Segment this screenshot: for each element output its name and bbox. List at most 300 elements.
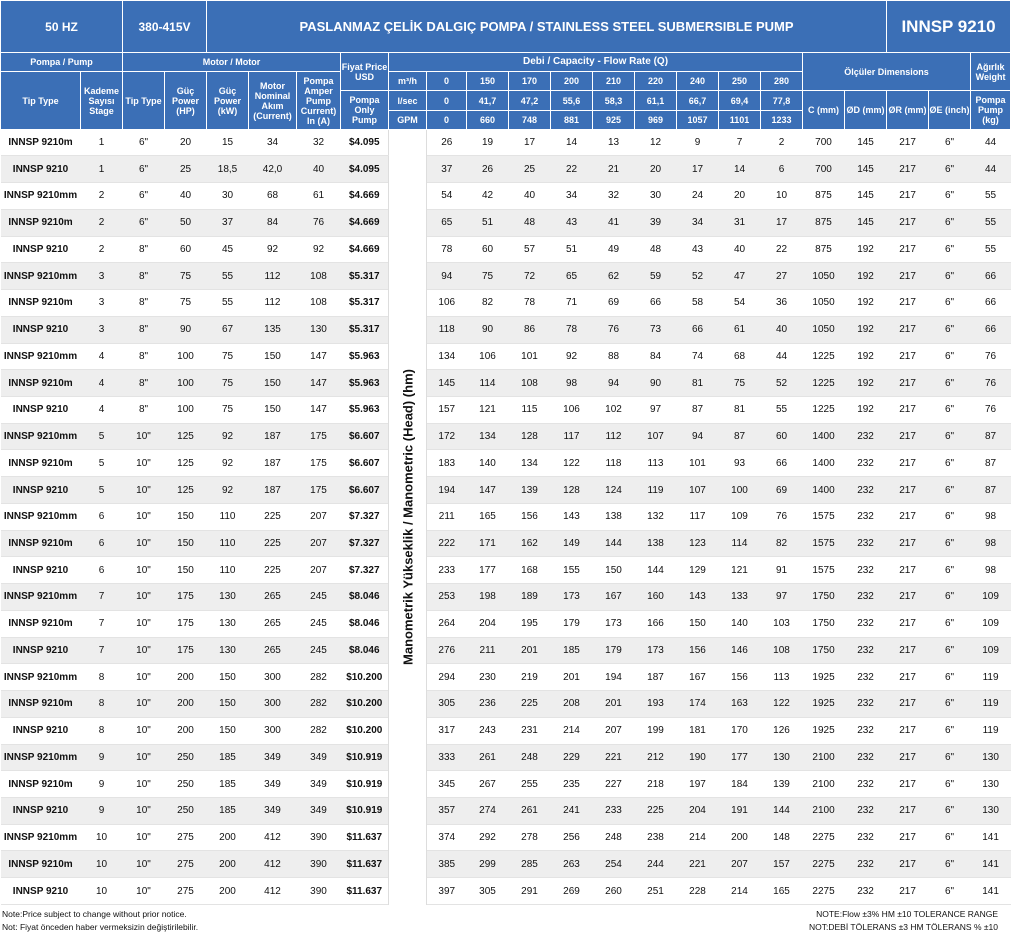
power-hp-cell: 125 [165, 450, 207, 477]
dim-e-cell: 6" [929, 744, 971, 771]
head-cell: 274 [467, 798, 509, 825]
weight-cell: 109 [971, 584, 1011, 611]
dim-d-cell: 192 [845, 263, 887, 290]
flow-m3h-cell: 170 [509, 72, 551, 91]
weight-cell: 44 [971, 129, 1011, 156]
head-cell: 201 [593, 691, 635, 718]
motor-type-cell: 8" [123, 396, 165, 423]
pump-type-cell: INNSP 9210 [1, 236, 81, 263]
table-row [1, 610, 1011, 637]
head-cell: 87 [677, 396, 719, 423]
power-kw-cell: 130 [207, 610, 249, 637]
dim-r-cell: 217 [887, 396, 929, 423]
weight-cell: 76 [971, 343, 1011, 370]
power-hp-cell: 20 [165, 129, 207, 156]
price-cell: $5.317 [341, 316, 389, 343]
pump-type-cell: INNSP 9210m [1, 530, 81, 557]
head-cell: 317 [427, 717, 467, 744]
dim-d-cell: 232 [845, 637, 887, 664]
head-cell: 112 [593, 423, 635, 450]
head-cell: 221 [593, 744, 635, 771]
head-cell: 65 [427, 209, 467, 236]
price-cell: $8.046 [341, 610, 389, 637]
motor-type-cell: 10" [123, 423, 165, 450]
flow-gpm-cell: 660 [467, 110, 509, 129]
power-kw-cell: 37 [207, 209, 249, 236]
dim-c-cell: 1925 [803, 664, 845, 691]
dim-r-cell: 217 [887, 423, 929, 450]
head-cell: 39 [635, 209, 677, 236]
price-cell: $4.095 [341, 156, 389, 183]
head-cell: 345 [427, 771, 467, 798]
head-cell: 91 [761, 557, 803, 584]
head-cell: 31 [719, 209, 761, 236]
table-row [1, 503, 1011, 530]
head-cell: 84 [635, 343, 677, 370]
motor-type-cell: 10" [123, 744, 165, 771]
head-cell: 52 [677, 263, 719, 290]
head-cell: 190 [677, 744, 719, 771]
price-cell: $10.200 [341, 717, 389, 744]
dimensions-group-header: Ölçüler Dimensions [803, 53, 971, 91]
power-kw-cell: 185 [207, 771, 249, 798]
price-cell: $8.046 [341, 584, 389, 611]
dim-r-cell: 217 [887, 343, 929, 370]
table-row [1, 423, 1011, 450]
tolerance-note-tr: NOT:DEBİ TÖLERANS ±3 HM TÖLERANS % ±10 [809, 922, 998, 932]
head-cell: 170 [719, 717, 761, 744]
dim-r-cell: 217 [887, 878, 929, 905]
motor-current-cell: 412 [249, 824, 297, 851]
head-cell: 167 [677, 664, 719, 691]
head-cell: 62 [593, 263, 635, 290]
head-cell: 58 [677, 290, 719, 317]
tolerance-note-en: NOTE:Flow ±3% HM ±10 TOLERANCE RANGE [816, 909, 998, 919]
weight-cell: 66 [971, 263, 1011, 290]
head-cell: 132 [635, 503, 677, 530]
head-cell: 34 [551, 183, 593, 210]
frequency-label: 50 HZ [1, 1, 123, 53]
head-cell: 255 [509, 771, 551, 798]
head-cell: 94 [593, 370, 635, 397]
dim-e-cell: 6" [929, 610, 971, 637]
head-cell: 207 [593, 717, 635, 744]
head-cell: 235 [551, 771, 593, 798]
power-kw-cell: 110 [207, 557, 249, 584]
flow-m3h-cell: 200 [551, 72, 593, 91]
motor-current-cell: 112 [249, 290, 297, 317]
head-cell: 253 [427, 584, 467, 611]
pump-current-cell: 92 [297, 236, 341, 263]
head-cell: 60 [761, 423, 803, 450]
dim-d-cell: 232 [845, 503, 887, 530]
power-kw-cell: 75 [207, 343, 249, 370]
weight-cell: 55 [971, 209, 1011, 236]
head-cell: 184 [719, 771, 761, 798]
head-cell: 101 [677, 450, 719, 477]
dim-c-cell: 1050 [803, 263, 845, 290]
dim-d-cell: 232 [845, 584, 887, 611]
head-cell: 13 [593, 129, 635, 156]
head-cell: 181 [677, 717, 719, 744]
dim-r-cell: 217 [887, 316, 929, 343]
tip-header: Tip Type [1, 72, 81, 129]
power-hp-cell: 125 [165, 477, 207, 504]
head-cell: 59 [635, 263, 677, 290]
stage-cell: 10 [81, 878, 123, 905]
dim-d-cell: 232 [845, 450, 887, 477]
head-cell: 81 [719, 396, 761, 423]
head-cell: 173 [593, 610, 635, 637]
price-cell: $10.919 [341, 771, 389, 798]
power-hp-cell: 250 [165, 771, 207, 798]
head-cell: 90 [635, 370, 677, 397]
head-cell: 32 [593, 183, 635, 210]
pump-current-cell: 147 [297, 343, 341, 370]
price-cell: $10.200 [341, 664, 389, 691]
pump-type-cell: INNSP 9210 [1, 637, 81, 664]
pump-current-cell: 130 [297, 316, 341, 343]
dim-r-cell: 217 [887, 503, 929, 530]
head-cell: 121 [719, 557, 761, 584]
pump-type-cell: INNSP 9210 [1, 717, 81, 744]
head-cell: 113 [635, 450, 677, 477]
head-cell: 119 [635, 477, 677, 504]
pump-type-cell: INNSP 9210m [1, 370, 81, 397]
weight-cell: 66 [971, 316, 1011, 343]
table-row [1, 717, 1011, 744]
page-title: PASLANMAZ ÇELİK DALGIÇ POMPA / STAINLESS STEEL SUBMERSIBLE PUMP [207, 1, 887, 53]
stage-cell: 4 [81, 396, 123, 423]
table-row [1, 129, 1011, 156]
head-cell: 40 [509, 183, 551, 210]
price-cell: $10.200 [341, 691, 389, 718]
head-cell: 189 [509, 584, 551, 611]
head-cell: 233 [593, 798, 635, 825]
head-cell: 292 [467, 824, 509, 851]
power-kw-cell: 15 [207, 129, 249, 156]
dim-c-cell: 2275 [803, 851, 845, 878]
weight-cell: 130 [971, 771, 1011, 798]
head-cell: 261 [509, 798, 551, 825]
price-cell: $7.327 [341, 503, 389, 530]
dim-c-cell: 2275 [803, 878, 845, 905]
head-cell: 207 [719, 851, 761, 878]
head-axis-label [389, 129, 427, 904]
dim-r-cell: 217 [887, 610, 929, 637]
head-cell: 144 [635, 557, 677, 584]
head-cell: 225 [635, 798, 677, 825]
pump-current-cell: 175 [297, 450, 341, 477]
head-cell: 208 [551, 691, 593, 718]
power-kw-cell: 92 [207, 423, 249, 450]
table-row [1, 637, 1011, 664]
head-cell: 139 [509, 477, 551, 504]
stage-cell: 6 [81, 503, 123, 530]
power-kw-cell: 30 [207, 183, 249, 210]
dim-c-cell: 2100 [803, 771, 845, 798]
stage-cell: 10 [81, 851, 123, 878]
power-hp-cell: 60 [165, 236, 207, 263]
motor-current-cell: 349 [249, 771, 297, 798]
head-cell: 86 [509, 316, 551, 343]
head-cell: 291 [509, 878, 551, 905]
pump-type-cell: INNSP 9210mm [1, 503, 81, 530]
motor-current-cell: 225 [249, 503, 297, 530]
head-cell: 285 [509, 851, 551, 878]
stage-cell: 7 [81, 637, 123, 664]
power-hp-cell: 150 [165, 557, 207, 584]
motor-current-cell: 187 [249, 477, 297, 504]
head-cell: 264 [427, 610, 467, 637]
head-cell: 195 [509, 610, 551, 637]
motor-group-header: Motor / Motor [123, 53, 341, 72]
motor-current-cell: 225 [249, 530, 297, 557]
head-cell: 68 [719, 343, 761, 370]
head-cell: 214 [551, 717, 593, 744]
head-cell: 357 [427, 798, 467, 825]
price-header: Fiyat Price USD [341, 53, 389, 91]
flow-lsec-cell: 77,8 [761, 91, 803, 110]
head-cell: 155 [551, 557, 593, 584]
head-cell: 145 [427, 370, 467, 397]
dim-e-cell: 6" [929, 664, 971, 691]
pump-current-cell: 349 [297, 771, 341, 798]
head-cell: 385 [427, 851, 467, 878]
dim-e-cell: 6" [929, 316, 971, 343]
motor-type-cell: 6" [123, 156, 165, 183]
head-cell: 333 [427, 744, 467, 771]
price-cell: $4.669 [341, 236, 389, 263]
head-cell: 117 [677, 503, 719, 530]
price-cell: $10.919 [341, 798, 389, 825]
weight-cell: 55 [971, 236, 1011, 263]
dim-c-cell: 700 [803, 156, 845, 183]
motor-type-header: Tip Type [123, 72, 165, 129]
dim-c-cell: 2275 [803, 824, 845, 851]
pump-current-cell: 207 [297, 503, 341, 530]
head-cell: 212 [635, 744, 677, 771]
head-cell: 238 [635, 824, 677, 851]
price-cell: $6.607 [341, 423, 389, 450]
table-row [1, 450, 1011, 477]
price-cell: $5.963 [341, 396, 389, 423]
head-cell: 82 [467, 290, 509, 317]
motor-type-cell: 10" [123, 798, 165, 825]
dim-e-cell: 6" [929, 183, 971, 210]
pump-type-cell: INNSP 9210m [1, 450, 81, 477]
flow-m3h-cell: 210 [593, 72, 635, 91]
head-cell: 42 [467, 183, 509, 210]
power-hp-cell: 200 [165, 717, 207, 744]
dim-c-cell: 1750 [803, 610, 845, 637]
head-cell: 40 [719, 236, 761, 263]
head-cell: 108 [509, 370, 551, 397]
head-cell: 78 [509, 290, 551, 317]
motor-current-cell: 225 [249, 557, 297, 584]
pump-current-cell: 349 [297, 798, 341, 825]
dim-c-cell: 875 [803, 236, 845, 263]
head-cell: 37 [427, 156, 467, 183]
stage-cell: 2 [81, 236, 123, 263]
dim-e-cell: 6" [929, 477, 971, 504]
power-hp-cell: 100 [165, 396, 207, 423]
power-hp-cell: 275 [165, 824, 207, 851]
power-hp-cell: 275 [165, 878, 207, 905]
head-cell: 69 [761, 477, 803, 504]
head-cell: 14 [551, 129, 593, 156]
price-cell: $4.095 [341, 129, 389, 156]
flow-m3h-cell: 220 [635, 72, 677, 91]
head-cell: 113 [761, 664, 803, 691]
dim-c-cell: 1400 [803, 477, 845, 504]
motor-current-cell: 349 [249, 744, 297, 771]
head-cell: 75 [467, 263, 509, 290]
head-cell: 27 [761, 263, 803, 290]
flow-gpm-cell: 1233 [761, 110, 803, 129]
motor-type-cell: 10" [123, 878, 165, 905]
flow-gpm-cell: 969 [635, 110, 677, 129]
head-cell: 138 [635, 530, 677, 557]
dim-e-cell: 6" [929, 236, 971, 263]
weight-cell: 119 [971, 691, 1011, 718]
head-cell: 231 [509, 717, 551, 744]
head-cell: 102 [593, 396, 635, 423]
head-cell: 134 [427, 343, 467, 370]
stage-cell: 6 [81, 557, 123, 584]
dim-d-cell: 232 [845, 530, 887, 557]
head-cell: 108 [761, 637, 803, 664]
table-row [1, 584, 1011, 611]
head-cell: 130 [761, 744, 803, 771]
dim-r-cell: 217 [887, 209, 929, 236]
head-cell: 24 [677, 183, 719, 210]
head-cell: 66 [761, 450, 803, 477]
motor-type-cell: 10" [123, 691, 165, 718]
head-axis-label-text: Manometrik Yükseklik / Manometric (Head) (hm) [400, 369, 416, 666]
stage-cell: 1 [81, 156, 123, 183]
head-cell: 177 [719, 744, 761, 771]
stage-cell: 3 [81, 316, 123, 343]
dim-d-cell: 232 [845, 557, 887, 584]
head-cell: 211 [427, 503, 467, 530]
head-cell: 138 [593, 503, 635, 530]
table-row [1, 156, 1011, 183]
head-cell: 204 [467, 610, 509, 637]
head-cell: 261 [467, 744, 509, 771]
head-cell: 144 [593, 530, 635, 557]
power-hp-cell: 75 [165, 290, 207, 317]
head-cell: 233 [427, 557, 467, 584]
dim-e-cell: 6" [929, 798, 971, 825]
stage-cell: 8 [81, 717, 123, 744]
motor-type-cell: 8" [123, 343, 165, 370]
pump-type-cell: INNSP 9210m [1, 129, 81, 156]
head-cell: 166 [635, 610, 677, 637]
motor-type-cell: 10" [123, 530, 165, 557]
head-cell: 65 [551, 263, 593, 290]
head-cell: 103 [761, 610, 803, 637]
dim-e-cell: 6" [929, 824, 971, 851]
title-bar [1, 1, 1011, 53]
head-cell: 168 [509, 557, 551, 584]
head-cell: 48 [509, 209, 551, 236]
dim-r-cell: 217 [887, 744, 929, 771]
head-cell: 30 [635, 183, 677, 210]
head-cell: 44 [761, 343, 803, 370]
dim-c-cell: 1750 [803, 584, 845, 611]
head-cell: 14 [719, 156, 761, 183]
dim-c-cell: 700 [803, 129, 845, 156]
power-hp-cell: 200 [165, 691, 207, 718]
stage-cell: 2 [81, 209, 123, 236]
power-kw-cell: 150 [207, 717, 249, 744]
power-kw-header: Güç Power (kW) [207, 72, 249, 129]
head-cell: 174 [677, 691, 719, 718]
head-cell: 225 [509, 691, 551, 718]
head-cell: 54 [427, 183, 467, 210]
head-cell: 140 [467, 450, 509, 477]
stage-cell: 2 [81, 183, 123, 210]
weight-cell: 141 [971, 851, 1011, 878]
power-kw-cell: 150 [207, 664, 249, 691]
price-cell: $8.046 [341, 637, 389, 664]
dim-r-cell: 217 [887, 637, 929, 664]
flow-lsec-cell: 58,3 [593, 91, 635, 110]
stage-cell: 1 [81, 129, 123, 156]
motor-type-cell: 8" [123, 236, 165, 263]
head-cell: 230 [467, 664, 509, 691]
power-hp-cell: 275 [165, 851, 207, 878]
head-cell: 129 [677, 557, 719, 584]
head-cell: 244 [635, 851, 677, 878]
pump-type-cell: INNSP 9210mm [1, 584, 81, 611]
pump-current-cell: 40 [297, 156, 341, 183]
table-row [1, 771, 1011, 798]
head-cell: 26 [427, 129, 467, 156]
price-sub-header: Pompa Only Pump [341, 91, 389, 129]
head-cell: 22 [761, 236, 803, 263]
power-hp-cell: 25 [165, 156, 207, 183]
head-cell: 149 [551, 530, 593, 557]
table-row [1, 183, 1011, 210]
table-row [1, 236, 1011, 263]
table-row [1, 691, 1011, 718]
pump-type-cell: INNSP 9210m [1, 771, 81, 798]
flow-gpm-cell: 925 [593, 110, 635, 129]
pump-current-cell: 282 [297, 717, 341, 744]
dim-e-cell: 6" [929, 370, 971, 397]
dim-c-cell: 1575 [803, 503, 845, 530]
motor-current-cell: 187 [249, 423, 297, 450]
dim-c-cell: 1575 [803, 557, 845, 584]
head-cell: 236 [467, 691, 509, 718]
pump-type-cell: INNSP 9210 [1, 477, 81, 504]
dim-e-cell: 6" [929, 423, 971, 450]
stage-header: Kademe Sayısı Stage [81, 72, 123, 129]
dim-d-cell: 192 [845, 370, 887, 397]
head-cell: 106 [427, 290, 467, 317]
motor-type-cell: 10" [123, 824, 165, 851]
price-cell: $11.637 [341, 824, 389, 851]
head-cell: 109 [719, 503, 761, 530]
head-cell: 179 [551, 610, 593, 637]
head-cell: 118 [427, 316, 467, 343]
table-row [1, 209, 1011, 236]
dim-d-cell: 232 [845, 851, 887, 878]
stage-cell: 4 [81, 343, 123, 370]
motor-current-cell: 42,0 [249, 156, 297, 183]
